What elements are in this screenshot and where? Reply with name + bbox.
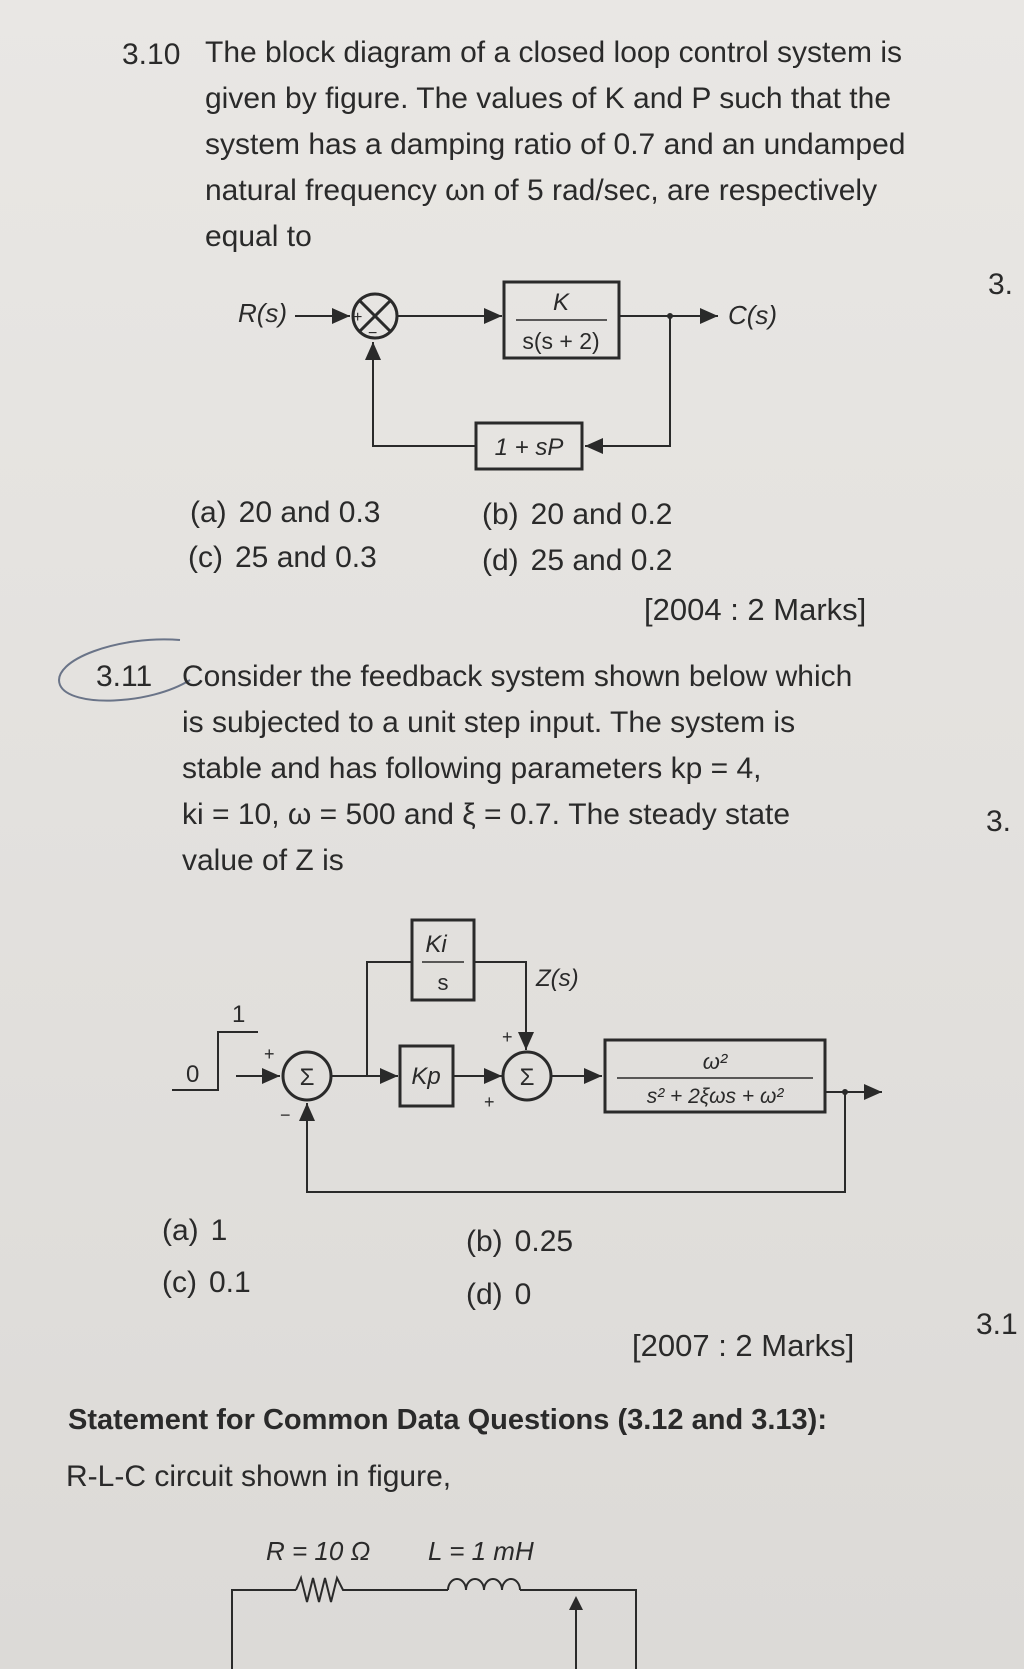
question-line: is subjected to a unit step input. The system is — [182, 706, 796, 739]
block-diagram-2 — [0, 910, 1024, 1210]
plus-sign: + — [264, 1044, 275, 1064]
minus-sign: − — [368, 325, 378, 342]
input-label: R(s) — [238, 298, 288, 328]
margin-number: 3. — [986, 805, 1012, 838]
question-line: The block diagram of a closed loop control system is — [205, 36, 902, 69]
common-data-body: R-L-C circuit shown in figure, — [66, 1460, 452, 1493]
question-line: natural frequency ωn of 5 rad/sec, are respectively — [205, 174, 878, 207]
margin-number: 3.1 — [976, 1308, 1018, 1341]
question-line: Consider the feedback system shown below which — [182, 660, 853, 693]
feedback-label: 1 + sP — [494, 434, 564, 461]
feedback-return — [373, 342, 476, 446]
margin-number: 3. — [988, 268, 1014, 301]
circuit-wire-left — [232, 1590, 296, 1669]
question-line: given by figure. The values of K and P such that the — [205, 82, 892, 115]
integral-branch — [367, 962, 412, 1076]
option-b[interactable]: (b) 20 and 0.2 — [482, 498, 673, 531]
step-low-label: 0 — [186, 1061, 200, 1088]
minus-sign: − — [280, 1105, 291, 1125]
plant-denominator: s² + 2ξωs + ω² — [646, 1085, 784, 1108]
inductor-label: L = 1 mH — [428, 1536, 534, 1566]
question-line: value of Z is — [182, 844, 344, 877]
question-text — [182, 654, 852, 884]
forward-numerator: K — [552, 289, 570, 316]
sigma-2: Σ — [519, 1064, 535, 1091]
plus-sign: + — [353, 309, 363, 326]
option-a[interactable]: (a) 20 and 0.3 — [190, 496, 381, 529]
rlc-circuit — [0, 1530, 1024, 1669]
resistor-label: R = 10 Ω — [266, 1536, 371, 1566]
question-line: stable and has following parameters kp = 4, — [182, 752, 762, 785]
option-b[interactable]: (b) 0.25 — [466, 1225, 574, 1258]
marks-label: [2007 : 2 Marks] — [632, 1328, 855, 1363]
step-high-label: 1 — [232, 1001, 246, 1028]
option-c[interactable]: (c) 25 and 0.3 — [188, 541, 377, 574]
option-d[interactable]: (d) 25 and 0.2 — [482, 544, 673, 577]
resistor-symbol — [296, 1578, 360, 1602]
sigma-1: Σ — [299, 1064, 315, 1091]
common-data-heading: Statement for Common Data Questions (3.12 and 3.13): — [68, 1404, 827, 1436]
plant-numerator: ω² — [702, 1049, 728, 1074]
ki-denominator: s — [437, 970, 449, 995]
question-line: ki = 10, ω = 500 and ξ = 0.7. The steady state — [182, 798, 791, 831]
inductor-symbol — [448, 1579, 520, 1590]
step-input — [172, 1032, 258, 1090]
arrow-head — [569, 1596, 583, 1610]
plus-sign: + — [502, 1027, 513, 1047]
question-text — [205, 30, 905, 260]
kp-label: Kp — [411, 1063, 441, 1090]
z-path — [474, 962, 526, 1050]
z-label: Z(s) — [536, 965, 579, 992]
option-d[interactable]: (d) 0 — [466, 1278, 532, 1311]
option-a[interactable]: (a) 1 — [162, 1214, 228, 1247]
ki-label: Ki — [425, 931, 447, 958]
option-c[interactable]: (c) 0.1 — [162, 1266, 251, 1299]
question-line: system has a damping ratio of 0.7 and an undamped — [205, 128, 906, 161]
question-line: equal to — [205, 220, 312, 253]
plus-sign: + — [484, 1092, 495, 1112]
question-number: 3.10 — [122, 38, 181, 71]
block-diagram-1 — [0, 260, 1024, 490]
marks-label: [2004 : 2 Marks] — [644, 592, 867, 627]
question-number: 3.11 — [96, 660, 153, 693]
output-label: C(s) — [728, 300, 778, 330]
forward-denominator: s(s + 2) — [522, 328, 600, 354]
